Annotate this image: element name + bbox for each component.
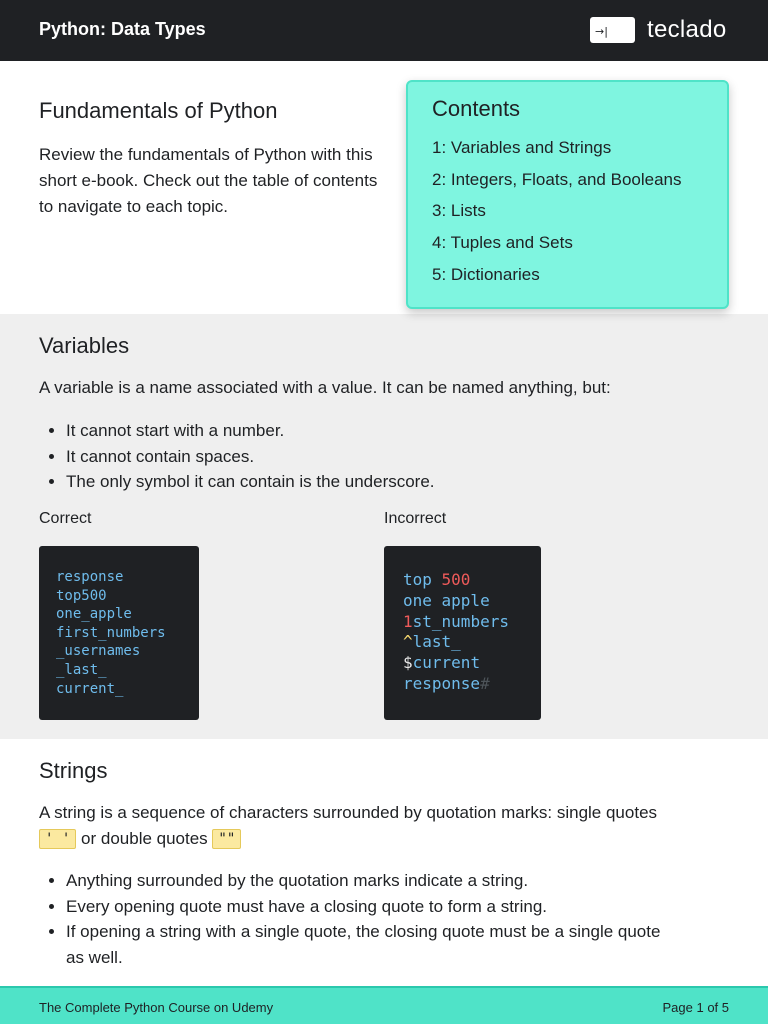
code-line: first_numbers [56, 624, 166, 641]
strings-intro [39, 800, 679, 852]
variables-intro: A variable is a name associated with a value. It can be named anything, but: [39, 378, 611, 397]
code-line [403, 591, 522, 612]
code-token: current [412, 653, 481, 673]
list-item: • Every opening quote must have a closing quote to form a string. [66, 894, 676, 920]
double-quotes-chip: "" [212, 829, 241, 849]
intro-text: Review the fundamentals of Python with this short e-book. Check out the table of contents to navigate to each topic. [39, 145, 378, 216]
code-line: _last_ [56, 661, 107, 678]
code-token: response [403, 673, 481, 693]
code-token: one apple [403, 590, 490, 610]
code-line [403, 674, 522, 695]
code-token: 500 [441, 570, 471, 589]
code-line [403, 632, 522, 653]
incorrect-code-block [384, 546, 541, 720]
header-bar [0, 0, 768, 61]
code-line [403, 653, 522, 674]
list-item: • It cannot start with a number. [66, 418, 435, 444]
correct-code-block [39, 546, 199, 720]
page-number: Page 1 of 5 [662, 1000, 729, 1015]
contents-item[interactable]: 3: Lists [432, 201, 486, 221]
code-line: one_apple [56, 606, 132, 623]
contents-item[interactable]: 1: Variables and Strings [432, 138, 612, 157]
strings-intro-text-2: or double quotes [81, 829, 208, 848]
code-line [403, 570, 522, 591]
intro-title: Fundamentals of Python [39, 98, 278, 123]
code-line [403, 612, 522, 633]
code-line: response [56, 569, 124, 585]
code-token: top [403, 570, 442, 589]
table-of-contents [406, 80, 729, 309]
list-item: • Anything surrounded by the quotation marks indicate a string. [66, 868, 676, 894]
list-item: • The only symbol it can contain is the underscore. [66, 469, 435, 495]
course-credit: The Complete Python Course on Udemy [39, 1000, 274, 1015]
strings-intro-text: A string is a sequence of characters surrounded by quotation marks: single quotes [39, 803, 658, 822]
variables-title: Variables [39, 333, 130, 358]
list-item: • It cannot contain spaces. [66, 444, 435, 470]
code-line: current_ [56, 680, 124, 697]
correct-label: Correct [39, 510, 92, 527]
contents-item[interactable]: 4: Tuples and Sets [432, 233, 573, 253]
code-token: $ [403, 653, 413, 673]
contents-item[interactable]: 2: Integers, Floats, and Booleans [432, 169, 682, 189]
footer-bar [0, 986, 768, 1024]
strings-rules [66, 868, 676, 970]
logo-text: teclado [647, 16, 727, 43]
code-line: _usernames [56, 643, 141, 660]
code-line: top500 [56, 587, 107, 604]
contents-title: Contents [432, 96, 521, 121]
teclado-logo [590, 16, 727, 44]
strings-title: Strings [39, 758, 108, 783]
document-title: Python: Data Types [39, 19, 206, 39]
code-token: # [480, 673, 490, 693]
code-token: st_numbers [412, 611, 509, 631]
variables-rules [66, 418, 435, 495]
incorrect-label: Incorrect [384, 510, 447, 527]
code-token: 1 [403, 611, 413, 631]
code-token: ^ [403, 632, 413, 652]
list-item: • If opening a string with a single quote, the closing quote must be a single quote as well. [66, 919, 676, 970]
code-token: last_ [412, 632, 461, 652]
tab-arrow-icon: →| [590, 17, 635, 43]
single-quotes-chip: ' ' [39, 829, 76, 849]
contents-item[interactable]: 5: Dictionaries [432, 264, 540, 284]
